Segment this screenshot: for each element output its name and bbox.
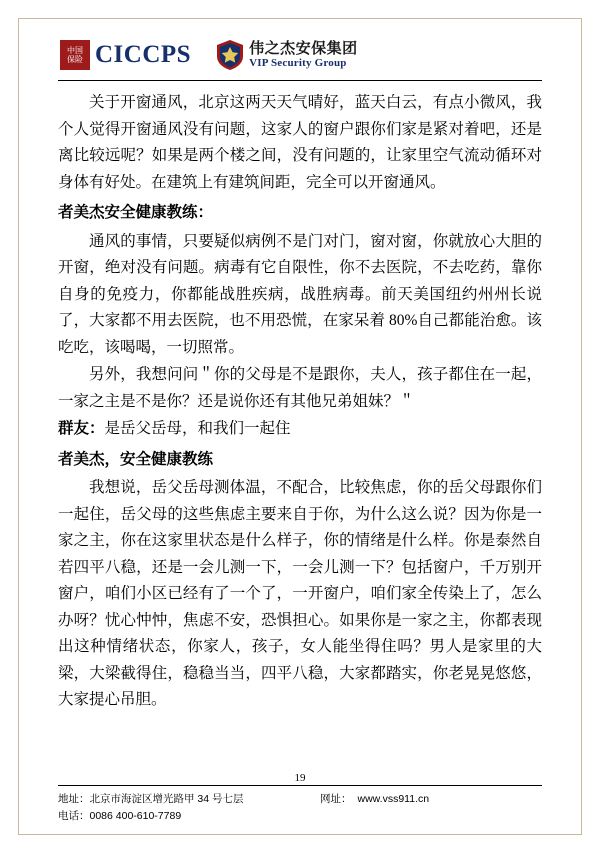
speaker-text: 是岳父岳母，和我们一起住 bbox=[104, 420, 291, 437]
footer-row-address bbox=[58, 791, 542, 808]
phone-value: 0086 400-610-7789 bbox=[89, 810, 182, 822]
paragraph: 关于开窗通风，北京这两天天气晴好，蓝天白云，有点小微风，我个人觉得开窗通风没有问题，这家人的窗户跟你们家是紧对着吧，还是离比较远呢？如果是两个楼之间，没有问题的，让家里空气流动循环对身体有好处。在建筑上有建筑间距，完全可以开窗通风。 bbox=[58, 94, 542, 191]
company-name-en: VIP Security Group bbox=[249, 57, 347, 69]
address-value: 北京市海淀区增光路甲 34 号七层 bbox=[89, 793, 244, 805]
paragraph: 我想说，岳父岳母测体温，不配合，比较焦虑，你的岳父母跟你们一起住，岳父母的这些焦虑主要来自于你，为什么这么说？因为你是一家之主，你在这家里状态是什么样子，你的情绪是什么样。你是泰然自若四平八稳，还是一会儿测一下，一会儿测一下？包括窗户，千万别开窗户，咱们小区已经有了一个了，一开窗户，咱们家全传染上了，怎么办呀？忧心忡忡，焦虑不安，恐惧担心。如果你是一家之主，你都表现出这种情绪状态，你家人，孩子，女人能坐得住吗？男人是家里的大梁，大梁截得住，稳稳当当，四平八稳，大家都踏实，你老晃晃悠悠，大家提心吊胆。 bbox=[58, 479, 542, 708]
paragraph: 另外，我想问问＂你的父母是不是跟你，夫人，孩子都住在一起，一家之主是不是你？还是说你还有其他兄弟姐妹？＂ bbox=[58, 366, 542, 410]
paragraph: 通风的事情，只要疑似病例不是门对门，窗对窗，你就放心大胆的开窗，绝对没有问题。病毒有它自限性，你不去医院，不去吃药，靠你自身的免疫力，你都能战胜疾病，战胜病毒。前天美国纽约州州长说了，大家都不用去医院，也不用恐慌，在家呆着 80%自己都能治愈。该吃吃，该喝喝，一切照常。 bbox=[58, 232, 542, 356]
speaker-heading: 者美杰，安全健康教练 bbox=[58, 450, 214, 468]
header-divider bbox=[58, 80, 542, 81]
document-header bbox=[60, 32, 540, 78]
web-label: 网址： bbox=[320, 793, 352, 805]
phone-label: 电话： bbox=[58, 810, 90, 822]
page-number: 19 bbox=[294, 772, 306, 784]
web-url[interactable]: www.vss911.cn bbox=[357, 793, 430, 805]
ciccps-logo bbox=[60, 40, 191, 70]
vip-security-logo bbox=[217, 40, 358, 70]
speaker-label: 群友： bbox=[58, 420, 105, 437]
logo-mark-line1: 中国 bbox=[67, 46, 83, 55]
company-name-cn: 伟之杰安保集团 bbox=[249, 40, 358, 57]
footer-divider bbox=[58, 785, 542, 786]
footer-address bbox=[58, 791, 308, 808]
logo-mark-line2: 保险 bbox=[67, 55, 83, 64]
footer-row-phone bbox=[58, 808, 542, 825]
address-label: 地址： bbox=[58, 793, 90, 805]
document-body bbox=[58, 90, 542, 715]
ciccps-logo-mark bbox=[60, 40, 90, 70]
speaker-line bbox=[58, 416, 542, 443]
shield-icon bbox=[217, 40, 243, 70]
brand-abbr: CICCPS bbox=[95, 41, 192, 68]
document-footer bbox=[58, 791, 542, 825]
speaker-heading: 者美杰安全健康教练： bbox=[58, 204, 214, 221]
